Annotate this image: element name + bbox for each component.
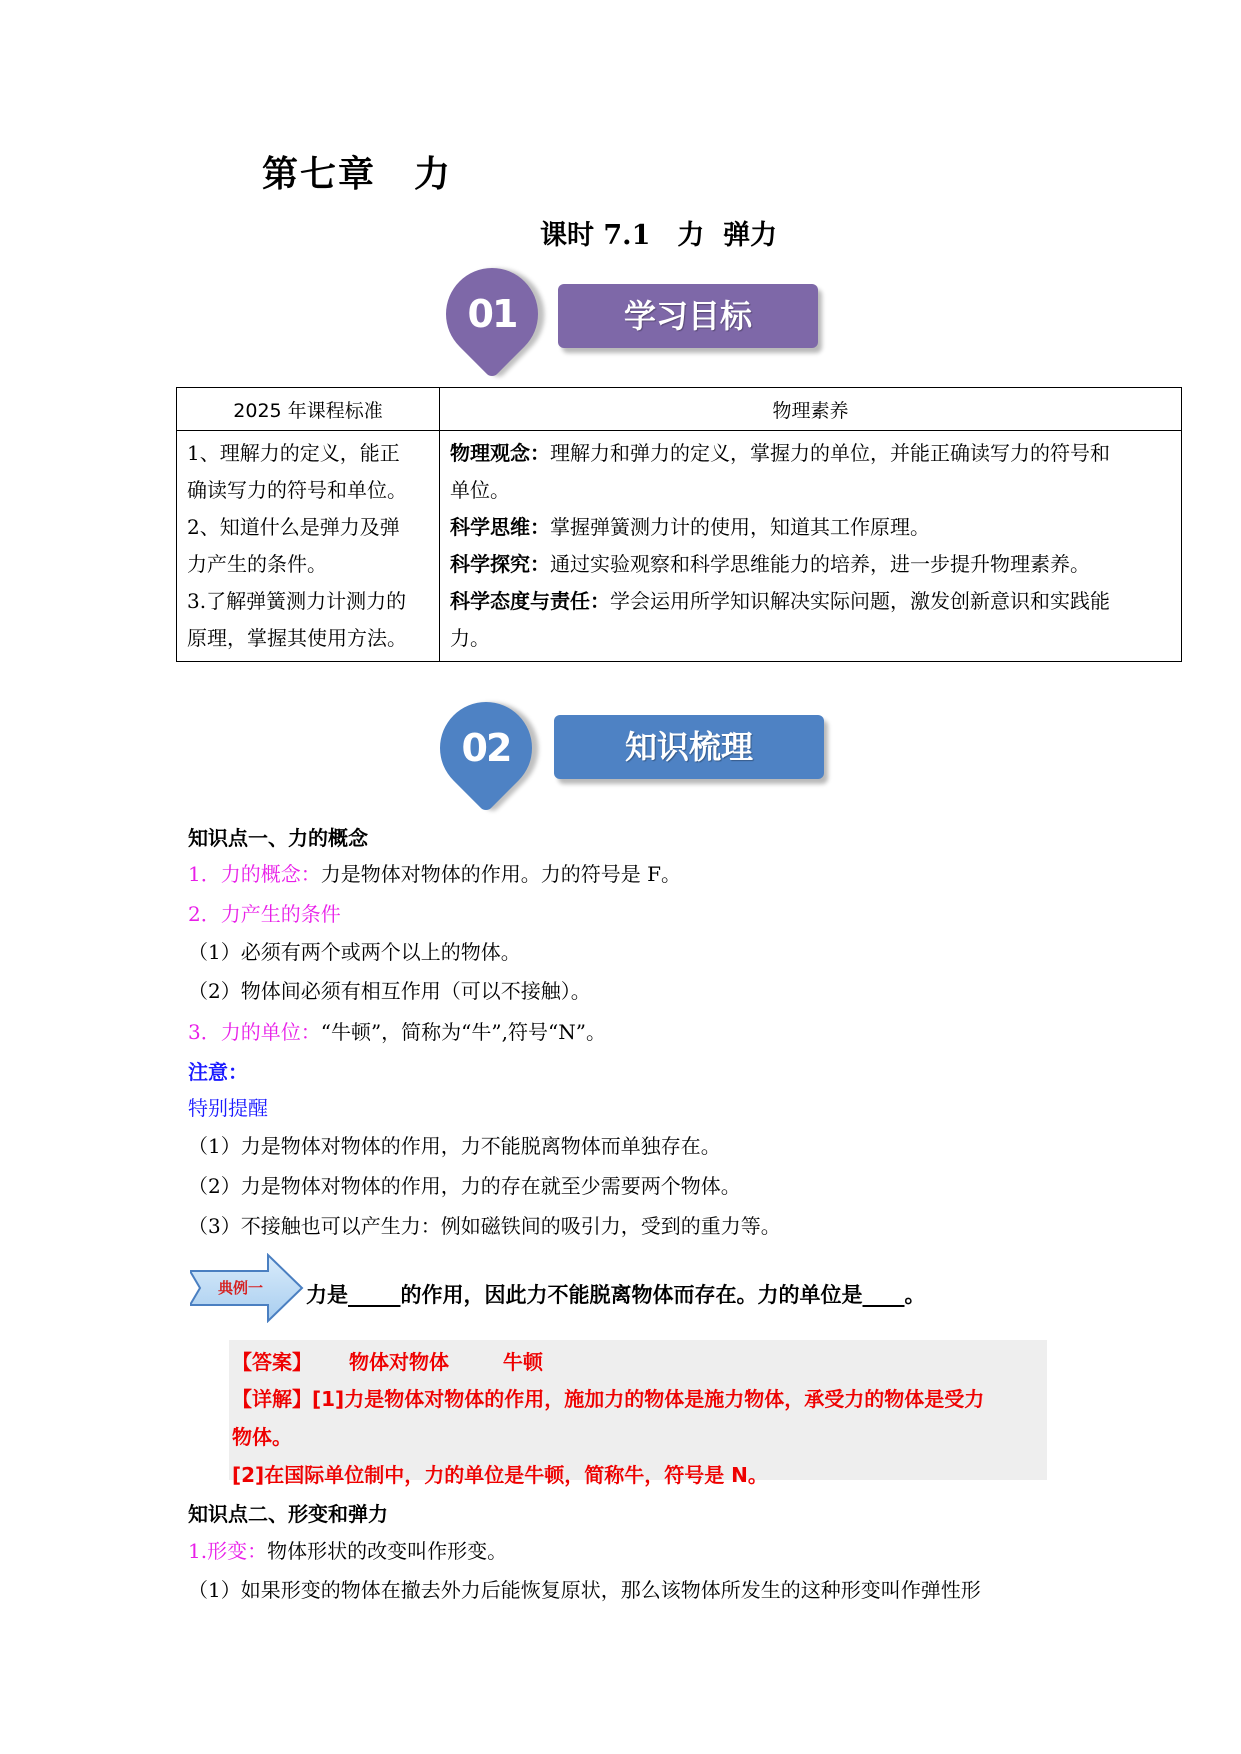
note-label: 注意： xyxy=(188,1060,248,1084)
example-arrow-icon xyxy=(190,1253,305,1327)
standard-line: 1、理解力的定义，能正 xyxy=(187,441,400,465)
literacy-scientific-inquiry: 科学探究：通过实验观察和科学思维能力的培养，进一步提升物理素养。 xyxy=(450,552,1090,576)
condition-heading: 2．力产生的条件 xyxy=(188,902,341,926)
section-number: 02 xyxy=(461,726,511,770)
reminder-item: （1）力是物体对物体的作用，力不能脱离物体而单独存在。 xyxy=(188,1134,721,1158)
table-header-literacy: 物理素养 xyxy=(440,388,1182,431)
literacy-line-cont: 力。 xyxy=(450,626,490,650)
literacy-cell xyxy=(440,431,1182,662)
detail-line: [2]在国际单位制中，力的单位是牛顿，简称牛，符号是 N。 xyxy=(232,1463,768,1487)
example-tag: 典例一 xyxy=(218,1279,264,1297)
standard-line: 3.了解弹簧测力计测力的 xyxy=(187,589,407,613)
condition-item: （1）必须有两个或两个以上的物体。 xyxy=(188,940,521,964)
answer-line: 【答案】 物体对物体 牛顿 xyxy=(232,1350,543,1374)
unit-line: 3．力的单位：“牛顿”，简称为“牛”,符号“N”。 xyxy=(188,1020,606,1044)
section-title: 知识梳理 xyxy=(554,715,824,779)
deformation-line: 1.形变：物体形状的改变叫作形变。 xyxy=(188,1539,508,1563)
lesson-title: 课时 7.1 力 弹力 xyxy=(540,220,778,251)
knowledge-point-2-title: 知识点二、形变和弹力 xyxy=(188,1502,388,1526)
standard-line: 确读写力的符号和单位。 xyxy=(187,478,407,502)
detail-line: 物体。 xyxy=(232,1425,292,1449)
literacy-line-cont: 单位。 xyxy=(450,478,510,502)
special-reminder-label: 特别提醒 xyxy=(188,1096,268,1120)
standard-line: 力产生的条件。 xyxy=(187,552,327,576)
section-number: 01 xyxy=(467,292,517,336)
knowledge-point-1-title: 知识点一、力的概念 xyxy=(188,826,368,850)
detail-line: 【详解】[1]力是物体对物体的作用，施加力的物体是施力物体，承受力的物体是受力 xyxy=(232,1387,985,1411)
literacy-attitude: 科学态度与责任：学会运用所学知识解决实际问题，激发创新意识和实践能 xyxy=(450,589,1110,613)
reminder-item: （3）不接触也可以产生力：例如磁铁间的吸引力，受到的重力等。 xyxy=(188,1214,781,1238)
example-question: 力是_____的作用，因此力不能脱离物体而存在。力的单位是____。 xyxy=(306,1283,926,1307)
section-title: 学习目标 xyxy=(558,284,818,348)
concept-line: 1．力的概念：力是物体对物体的作用。力的符号是 F。 xyxy=(188,862,681,886)
chapter-title: 第七章 力 xyxy=(262,153,453,195)
objectives-table xyxy=(176,387,1182,662)
standards-cell xyxy=(177,431,440,662)
literacy-physics-concept: 物理观念：理解力和弹力的定义，掌握力的单位，并能正确读写力的符号和 xyxy=(450,441,1110,465)
table-header-standard: 2025 年课程标准 xyxy=(177,388,440,431)
deformation-item: （1）如果形变的物体在撤去外力后能恢复原状，那么该物体所发生的这种形变叫作弹性形 xyxy=(188,1578,981,1602)
condition-item: （2）物体间必须有相互作用（可以不接触）。 xyxy=(188,979,591,1003)
reminder-item: （2）力是物体对物体的作用，力的存在就至少需要两个物体。 xyxy=(188,1174,741,1198)
literacy-scientific-thinking: 科学思维：掌握弹簧测力计的使用，知道其工作原理。 xyxy=(450,515,930,539)
standard-line: 2、知道什么是弹力及弹 xyxy=(187,515,400,539)
standard-line: 原理，掌握其使用方法。 xyxy=(187,626,407,650)
